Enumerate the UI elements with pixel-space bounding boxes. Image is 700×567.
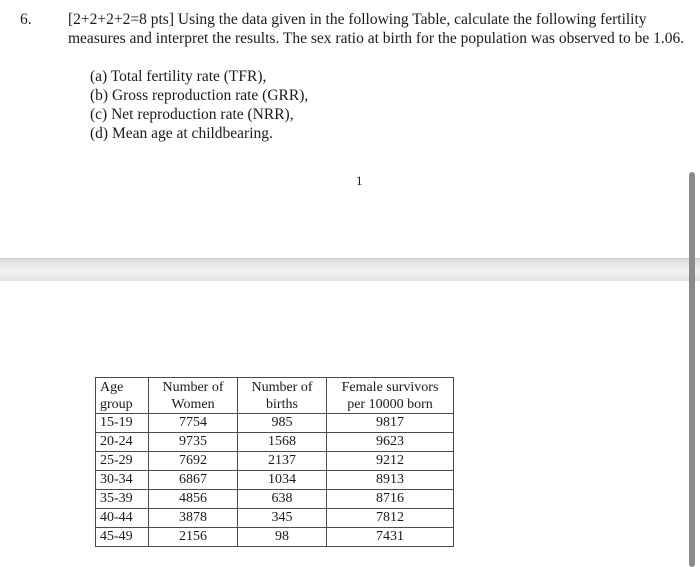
table-header-row (96, 378, 454, 414)
cell-female-survivors: 8913 (327, 471, 454, 490)
question-text: [2+2+2+2=8 pts] Using the data given in the following Table, calculate the following fertility measures and interpret the results. The sex ratio at birth for the population was observed to be 1.06. (68, 11, 685, 47)
cell-births: 1568 (238, 433, 327, 452)
cell-births: 1034 (238, 471, 327, 490)
cell-female-survivors: 9623 (327, 433, 454, 452)
header-number-of-births (238, 378, 327, 414)
header-line: Number of (162, 380, 224, 395)
question-number: 6. (20, 11, 32, 28)
cell-age-group: 45-49 (96, 528, 149, 547)
table-row (96, 509, 454, 528)
table-row (96, 452, 454, 471)
document-page-1 (0, 0, 700, 258)
header-line: Women (171, 397, 215, 412)
cell-women: 7692 (149, 452, 238, 471)
cell-births: 985 (238, 414, 327, 433)
cell-age-group: 25-29 (96, 452, 149, 471)
table-row (96, 528, 454, 547)
cell-births: 638 (238, 490, 327, 509)
table-row (96, 490, 454, 509)
cell-female-survivors: 7812 (327, 509, 454, 528)
cell-women: 9735 (149, 433, 238, 452)
cell-age-group: 30-34 (96, 471, 149, 490)
cell-age-group: 35-39 (96, 490, 149, 509)
part-c: (c) Net reproduction rate (NRR), (90, 106, 294, 123)
fertility-data-table (95, 377, 454, 547)
cell-women: 6867 (149, 471, 238, 490)
vertical-scrollbar[interactable] (689, 172, 695, 567)
part-a: (a) Total fertility rate (TFR), (90, 68, 267, 85)
header-line: Number of (251, 380, 313, 395)
header-line: per 10000 born (347, 397, 433, 412)
header-age-group (96, 378, 149, 414)
header-female-survivors (327, 378, 454, 414)
cell-births: 98 (238, 528, 327, 547)
cell-female-survivors: 9212 (327, 452, 454, 471)
question-parts (90, 67, 308, 143)
header-number-of-women (149, 378, 238, 414)
cell-women: 7754 (149, 414, 238, 433)
part-b: (b) Gross reproduction rate (GRR), (90, 87, 309, 104)
table-row (96, 471, 454, 490)
header-line: Female survivors (341, 380, 439, 395)
table-row (96, 433, 454, 452)
cell-age-group: 40-44 (96, 509, 149, 528)
cell-women: 4856 (149, 490, 238, 509)
cell-births: 2137 (238, 452, 327, 471)
cell-women: 3878 (149, 509, 238, 528)
page-number: 1 (356, 173, 363, 188)
part-d: (d) Mean age at childbearing. (90, 125, 273, 142)
cell-female-survivors: 7431 (327, 528, 454, 547)
cell-women: 2156 (149, 528, 238, 547)
table-row (96, 414, 454, 433)
cell-age-group: 20-24 (96, 433, 149, 452)
cell-female-survivors: 9817 (327, 414, 454, 433)
header-line: births (266, 397, 298, 412)
header-line: Age (100, 380, 124, 395)
page-separator (0, 258, 700, 282)
cell-births: 345 (238, 509, 327, 528)
question-block (20, 10, 685, 48)
cell-female-survivors: 8716 (327, 490, 454, 509)
cell-age-group: 15-19 (96, 414, 149, 433)
header-line: group (100, 397, 133, 412)
